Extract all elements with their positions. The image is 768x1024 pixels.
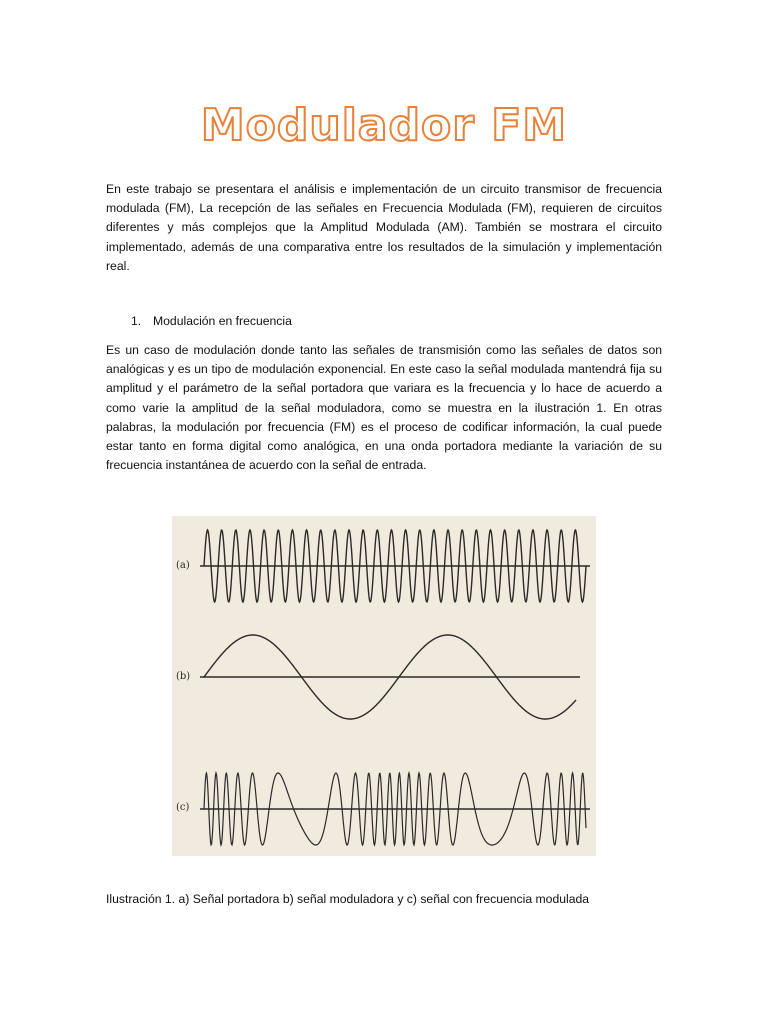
- section-heading: [131, 312, 292, 331]
- section-body-paragraph: Es un caso de modulación donde tanto las señales de transmisión como las señales de datos son analógicas y es un tipo de modulación exponencial. En este caso la señal modulada mantendrá fija su amplitud y el parámetro de la señal portadora que variara es la frecuencia y lo hace de acuerdo a como varie la amplitud de la señal moduladora, como se muestra en la ilustración 1. En otras palabras, la modulación por frecuencia (FM) es el proceso de codificar información, la cual puede estar tanto en forma digital como analógica, en una onda portadora mediante la variación de su frecuencia instantánea de acuerdo con la señal de entrada.: [106, 343, 662, 473]
- document-title: Modulador FM: [200, 100, 568, 151]
- fm-illustration-svg: [172, 516, 596, 856]
- section-heading-text: Modulación en frecuencia: [153, 314, 292, 328]
- intro-paragraph: En este trabajo se presentara el análisis e implementación de un circuito transmisor de frecuencia modulada (FM), La recepción de las señales en Frecuencia Modulada (FM), requieren de circuitos diferentes y más complejos que la Amplitud Modulada (AM). También se mostrara el circuito implementado, además de una comparativa entre los resultados de la simulación y implementación real.: [106, 182, 662, 273]
- label-modulating: (b): [176, 671, 191, 682]
- figure-caption: Ilustración 1. a) Señal portadora b) señal moduladora y c) señal con frecuencia modulada: [106, 892, 590, 906]
- label-carrier: (a): [176, 560, 190, 571]
- fm-illustration: [172, 516, 596, 856]
- section-number: 1.: [131, 314, 142, 328]
- label-fm: (c): [176, 802, 190, 813]
